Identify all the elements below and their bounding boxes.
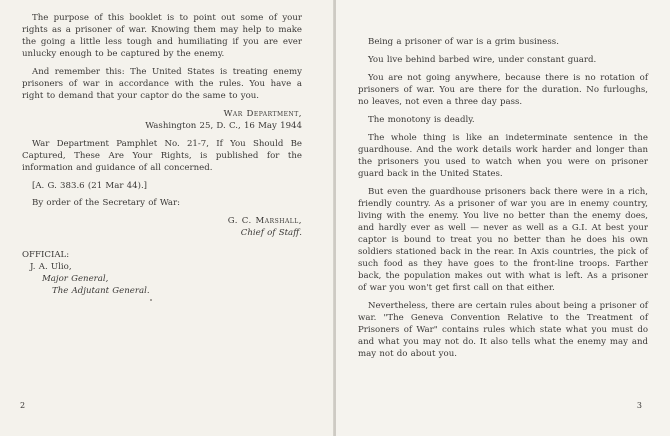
ag-reference: [A. G. 383.6 (21 Mar 44).]: [32, 181, 148, 191]
guardhouse-paragraph: The whole thing is like an indeterminate sentence in the guardhouse. And the work details work harder and longer than the prisoners you used to watch when you were on prisoner guard back in the United States.: [358, 133, 648, 179]
official-block: [22, 249, 302, 297]
washington-date-line: Washington 25, D. C., 16 May 1944: [145, 121, 302, 131]
marshall-title: Chief of Staff.: [240, 228, 302, 238]
remember-paragraph: And remember this: The United States is treating enemy prisoners of war in accordance with the rules. You have a right to demand that your captor do the same to you.: [22, 67, 302, 101]
right-page: [336, 0, 670, 436]
page-number-right: 3: [636, 401, 642, 410]
grim-business-paragraph: Being a prisoner of war is a grim business.: [368, 37, 559, 47]
war-department-line: War Department,: [223, 109, 302, 119]
left-page-text: [22, 12, 302, 297]
monotony-paragraph: The monotony is deadly.: [368, 115, 475, 125]
official-label: OFFICIAL:: [22, 250, 70, 260]
paper-speck: [150, 299, 152, 301]
ulio-title: The Adjutant General.: [52, 286, 150, 296]
geneva-rules-paragraph: Nevertheless, there are certain rules about being a prisoner of war. "The Geneva Convention Relative to the Treatment of Prisoners of War" contains rules which state what you must do and what you may not do. It also tells what the enemy may and may not do about you.: [358, 301, 648, 359]
page-number-left: 2: [20, 401, 26, 410]
right-page-text: [358, 36, 648, 366]
purpose-paragraph: The purpose of this booklet is to point out some of your rights as a prisoner of war. Knowing them may help to make the going a little less tough and humiliating if you are ever unlucky enough to be captured by the enemy.: [22, 13, 302, 59]
no-rotation-paragraph: You are not going anywhere, because there is no rotation of prisoners of war. You are there for the duration. No furloughs, no leaves, not even a three day pass.: [358, 73, 648, 107]
war-department-block: [22, 108, 302, 132]
marshall-name: G. C. Marshall,: [227, 216, 302, 226]
left-page: [0, 0, 334, 436]
ulio-name: J. A. Ulio,: [30, 262, 72, 272]
barbed-wire-paragraph: You live behind barbed wire, under constant guard.: [368, 55, 597, 65]
marshall-signature-block: [22, 215, 302, 239]
enemy-country-paragraph: But even the guardhouse prisoners back there were in a rich, friendly country. As a prisoner of war you are in enemy country, living with the enemy. You live no better than the enemy does, and hardly ever as well — never as well as a G.I. At best your captor is bound to treat you no better than he does his own soldiers stationed back in the rear. In Axis countries, the pick of such food as they have goes to the front-line troops. Farther back, the population makes out with what is left. As a prisoner of war you won't get first call on that either.: [358, 187, 648, 293]
by-order-line: By order of the Secretary of War:: [32, 198, 181, 208]
pamphlet-paragraph: War Department Pamphlet No. 21-7, If You Should Be Captured, These Are Your Rights, is published for the information and guidance of all concerned.: [22, 139, 302, 173]
ulio-rank: Major General,: [42, 274, 109, 284]
